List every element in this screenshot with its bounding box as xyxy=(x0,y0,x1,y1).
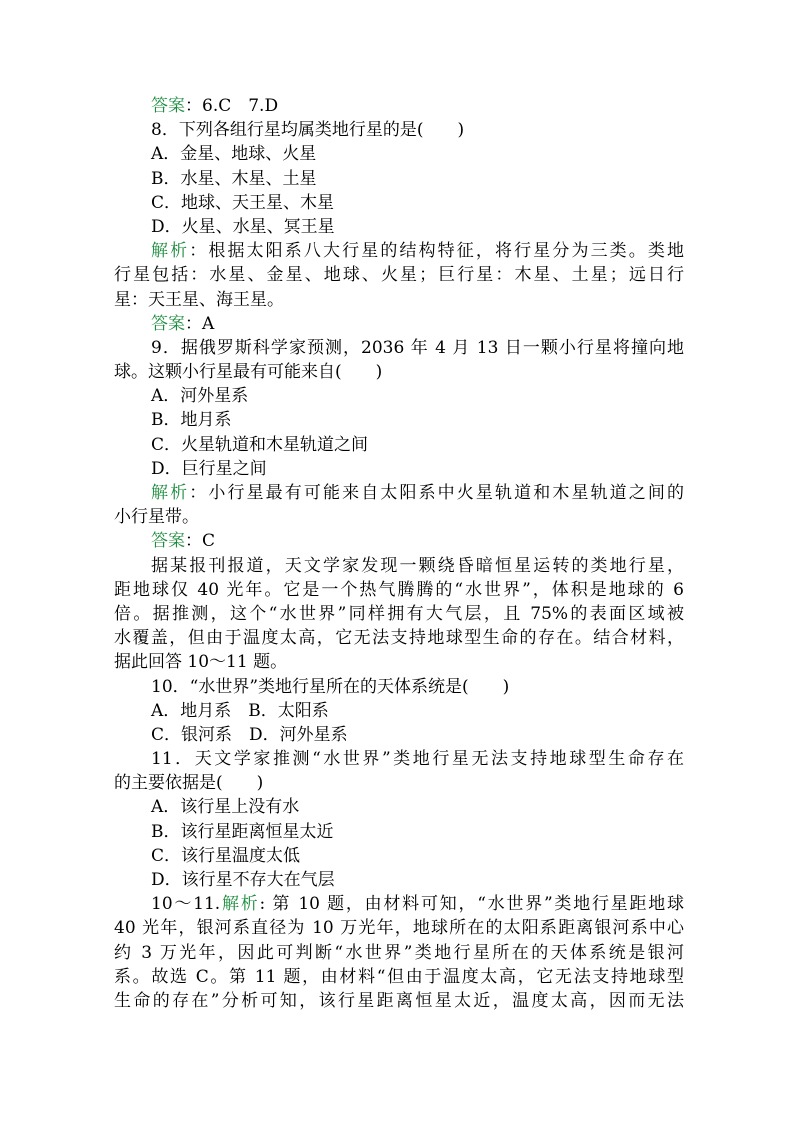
text-line xyxy=(114,916,684,940)
line-text: 8．下列各组行星均属类地行星的是( ) xyxy=(151,120,465,141)
text-line xyxy=(114,626,684,650)
text-line xyxy=(114,457,684,481)
text-line xyxy=(114,820,684,844)
text-line xyxy=(114,142,684,166)
line-text: ：6.C 7.D xyxy=(185,96,279,116)
text-line xyxy=(114,771,684,795)
text-line xyxy=(114,747,684,771)
line-text: 10．“水世界”类地行星所在的天体系统是( ) xyxy=(151,676,510,697)
text-line xyxy=(114,965,684,989)
text-line xyxy=(114,263,684,287)
text-line xyxy=(114,578,684,602)
line-text: D．该行星不存大在气层 xyxy=(151,870,335,890)
line-text: B．地月系 xyxy=(151,410,232,431)
line-text: 生命的存在”分析可知，该行星距离恒星太近，温度太高，因而无法 xyxy=(114,990,684,1011)
text-line xyxy=(114,699,684,723)
line-text: 球。这颗小行星最有可能来自( ) xyxy=(114,362,383,383)
line-text: : 第 10 题，由材料可知，“水世界”类地行星距地球 xyxy=(259,894,685,915)
text-line xyxy=(114,288,684,312)
line-text: 系。故选 C。第 11 题，由材料“但由于温度太高，它无法支持地球型 xyxy=(114,966,684,987)
line-text: 星：天王星、海王星。 xyxy=(114,289,284,310)
line-text: A．河外星系 xyxy=(151,386,249,407)
line-text: 行星包括：水星、金星、地球、火星；巨行星：木星、土星；远日行 xyxy=(114,265,684,286)
analysis-label: 解析 xyxy=(220,894,260,915)
text-line xyxy=(114,602,684,626)
line-text: ：A xyxy=(185,313,215,334)
answer-label: 答案 xyxy=(151,531,185,552)
answer-label: 答案 xyxy=(151,96,185,116)
line-text: A．金星、地球、火星 xyxy=(151,144,317,165)
line-text: 9．据俄罗斯科学家预测，2036 年 4 月 13 日一颗小行星将撞向地 xyxy=(151,337,684,358)
line-text: ：小行星最有可能来自太阳系中火星轨道和木星轨道之间的 xyxy=(189,483,685,503)
line-text: ：根据太阳系八大行星的结构特征，将行星分为三类。类地 xyxy=(189,241,685,262)
line-text: 距地球仅 40 光年。它是一个热气腾腾的“水世界”，体积是地球的 6 xyxy=(114,579,684,600)
text-line xyxy=(114,675,684,699)
label-line xyxy=(114,239,684,263)
label-line xyxy=(114,892,684,916)
analysis-label: 解析 xyxy=(151,483,190,503)
text-line xyxy=(114,795,684,819)
line-text: C．火星轨道和木星轨道之间 xyxy=(151,434,369,455)
text-line xyxy=(114,360,684,384)
text-line xyxy=(114,505,684,529)
line-text: C．该行星温度太低 xyxy=(151,845,301,866)
label-line xyxy=(114,529,684,553)
line-text: B．该行星距离恒星太近 xyxy=(151,821,334,842)
text-line xyxy=(114,215,684,239)
text-line xyxy=(114,167,684,191)
text-line xyxy=(114,554,684,578)
line-text: 40 光年，银河系直径为 10 万光年，地球所在的太阳系距离银河系中心 xyxy=(114,918,684,939)
line-text: B．水星、木星、土星 xyxy=(151,168,317,189)
text-line xyxy=(114,191,684,215)
label-line xyxy=(114,481,684,505)
line-text: 据某报刊报道，天文学家发现一颗绕昏暗恒星运转的类地行星， xyxy=(151,555,684,576)
text-line xyxy=(114,336,684,360)
text-line xyxy=(114,989,684,1013)
document-page xyxy=(114,94,684,1013)
line-text: 11．天文学家推测“水世界”类地行星无法支持地球型生命存在 xyxy=(151,749,684,770)
line-text: 小行星带。 xyxy=(114,507,199,528)
line-text: 的主要依据是( ) xyxy=(114,773,264,794)
line-text: D．巨行星之间 xyxy=(151,458,267,479)
line-text: 据此回答 10～11 题。 xyxy=(114,652,288,673)
text-line xyxy=(114,650,684,674)
analysis-label: 解析 xyxy=(151,241,190,262)
text-line xyxy=(114,941,684,965)
line-text: ：C xyxy=(185,531,216,552)
line-text: C．银河系 D．河外星系 xyxy=(151,724,348,745)
line-text: 约 3 万光年，因此可判断“水世界”类地行星所在的天体系统是银河 xyxy=(114,942,684,963)
text-line xyxy=(114,723,684,747)
line-text: 倍。据推测，这个“水世界”同样拥有大气层，且 75%的表面区域被 xyxy=(114,603,684,624)
question-range: 10～11. xyxy=(151,894,221,915)
text-line xyxy=(114,384,684,408)
line-text: C．地球、天王星、木星 xyxy=(151,192,335,213)
answer-label: 答案 xyxy=(151,313,185,334)
line-text: A．该行星上没有水 xyxy=(151,797,300,818)
text-line xyxy=(114,433,684,457)
line-text: A．地月系 B．太阳系 xyxy=(151,700,329,721)
text-line xyxy=(114,868,684,892)
line-text: D．火星、水星、冥王星 xyxy=(151,216,335,237)
text-line xyxy=(114,844,684,868)
label-line xyxy=(114,312,684,336)
text-line xyxy=(114,408,684,432)
line-text: 水覆盖，但由于温度太高，它无法支持地球型生命的存在。结合材料， xyxy=(114,628,684,649)
label-line xyxy=(114,94,684,118)
text-line xyxy=(114,118,684,142)
